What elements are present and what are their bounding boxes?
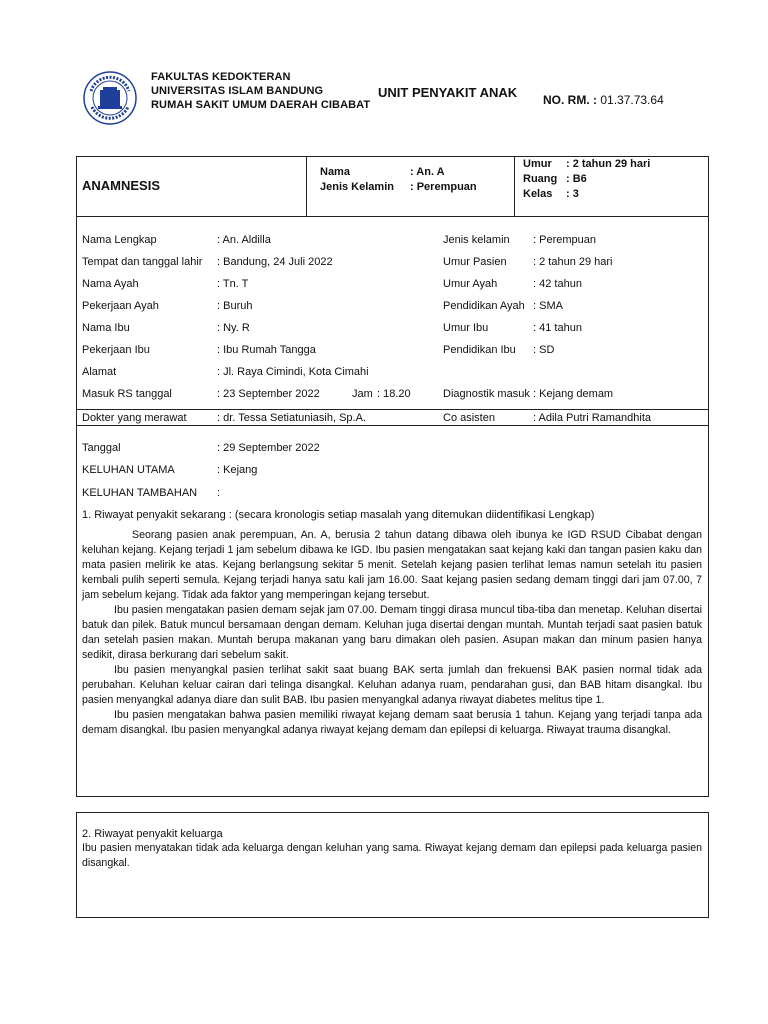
identity-value: : SMA: [533, 300, 563, 312]
identity-label: Pendidikan Ibu: [443, 344, 516, 356]
identity-label: Nama Ayah: [82, 278, 139, 290]
doctor-value: : dr. Tessa Setiatuniasih, Sp.A.: [217, 412, 366, 424]
jenis-kelamin-label: Jenis Kelamin: [320, 181, 394, 193]
divider: [76, 409, 709, 410]
institution-line: FAKULTAS KEDOKTERAN: [151, 71, 291, 83]
rps-paragraph: Ibu pasien mengatakan pasien demam sejak jam 07.00. Demam tinggi dirasa muncul tiba-tiba dan menetap. Keluhan disertai batuk dan pilek. Batuk muncul bersamaan dengan demam. Keluhan juga disertai dengan muntah. Muntah terjadi saat pasien batuk dan setelah pasien makan. Muntah berupa makanan yang baru dimakan oleh pasien. Asupan makan dan minum pasien hanya sedikit, dirasa berkurang dari sebelum sakit.: [82, 604, 702, 661]
identity-value: : 41 tahun: [533, 322, 582, 334]
jenis-kelamin-value: : Perempuan: [410, 181, 477, 193]
jam-label: Jam: [352, 388, 373, 400]
ruang-value: : B6: [566, 173, 587, 185]
identity-label: Umur Ayah: [443, 278, 498, 290]
umur-label: Umur: [523, 158, 552, 170]
identity-value: : Tn. T: [217, 278, 249, 290]
ruang-label: Ruang: [523, 173, 558, 185]
umur-value: : 2 tahun 29 hari: [566, 158, 651, 170]
identity-value: : 23 September 2022: [217, 388, 320, 400]
rm-value: 01.37.73.64: [600, 93, 664, 107]
keluhan-utama-label: KELUHAN UTAMA: [82, 464, 175, 476]
nama-value: : An. A: [410, 166, 445, 178]
identity-label: Alamat: [82, 366, 117, 378]
identity-label: Masuk RS tanggal: [82, 388, 172, 400]
identity-label: Pekerjaan Ayah: [82, 300, 159, 312]
identity-label: Umur Ibu: [443, 322, 489, 334]
identity-label: Nama Lengkap: [82, 234, 157, 246]
jam-value: : 18.20: [377, 388, 411, 400]
rps-heading: 1. Riwayat penyakit sekarang : (secara kronologis setiap masalah yang ditemukan diidentifikasi Lengkap): [82, 509, 595, 521]
identity-value: : Ny. R: [217, 322, 250, 334]
identity-value: : SD: [533, 344, 555, 356]
rps-paragraph: Ibu pasien menyangkal pasien terlihat sakit saat buang BAK serta jumlah dan frekuensi BAK pasien normal tidak ada perubahan. Keluhan keluar cairan dari telinga disangkal. Keluhan adanya ruam, pendarahan gusi, dan BAB hitam disangkal. Ibu pasien menyangkal adanya diare dan sulit BAB. Ibu pasien menyangkal adanya riwayat diabetes melitus tipe 1.: [82, 664, 702, 706]
identity-label: Umur Pasien: [443, 256, 507, 268]
doctor-label: Dokter yang merawat: [82, 412, 187, 424]
institution-line: RUMAH SAKIT UMUM DAERAH CIBABAT: [151, 99, 371, 111]
identity-label: Jenis kelamin: [443, 234, 510, 246]
keluhan-tambahan-label: KELUHAN TAMBAHAN: [82, 487, 198, 499]
kelas-value: : 3: [566, 188, 579, 200]
divider: [76, 425, 709, 426]
divider: [514, 156, 515, 217]
identity-value: : Bandung, 24 Juli 2022: [217, 256, 333, 268]
coas-value: : Adila Putri Ramandhita: [533, 412, 652, 424]
identity-label: Pendidikan Ayah: [443, 300, 525, 312]
record-number: [543, 93, 664, 107]
nama-label: Nama: [320, 166, 350, 178]
institution-line: UNIVERSITAS ISLAM BANDUNG: [151, 85, 324, 97]
keluhan-tambahan-value: :: [217, 487, 221, 499]
identity-value: : Jl. Raya Cimindi, Kota Cimahi: [217, 366, 369, 378]
rps-paragraph: Ibu pasien mengatakan bahwa pasien memiliki riwayat kejang demam saat berusia 1 tahun. Kejang yang terjadi tanpa ada demam disangkal. Ibu pasien menyangkal adanya riwayat kejang demam dan epilepsi di keluarga. Riwayat trauma disangkal.: [82, 709, 702, 736]
kelas-label: Kelas: [523, 188, 553, 200]
identity-value: : 42 tahun: [533, 278, 582, 290]
unit-title: UNIT PENYAKIT ANAK: [378, 85, 518, 100]
identity-value: : An. Aldilla: [217, 234, 271, 246]
identity-value: : Ibu Rumah Tangga: [217, 344, 316, 356]
identity-value: : Buruh: [217, 300, 253, 312]
tanggal-label: Tanggal: [82, 442, 121, 454]
divider: [306, 156, 307, 217]
identity-value: : Kejang demam: [533, 388, 614, 400]
rpk-text: Ibu pasien menyatakan tidak ada keluarga dengan keluhan yang sama. Riwayat kejang demam dan epilepsi pada keluarga pasien disangkal.: [82, 842, 702, 869]
identity-label: Tempat dan tanggal lahir: [82, 256, 203, 268]
coas-label: Co asisten: [443, 412, 495, 424]
rpk-heading: 2. Riwayat penyakit keluarga: [82, 828, 223, 840]
identity-value: : Perempuan: [533, 234, 596, 246]
divider: [76, 216, 709, 217]
anamnesis-title: ANAMNESIS: [82, 178, 161, 193]
university-logo: [83, 71, 137, 125]
rps-paragraph: Seorang pasien anak perempuan, An. A, berusia 2 tahun datang dibawa oleh ibunya ke IGD RSUD Cibabat dengan keluhan kejang. Kejang terjadi 1 jam sebelum dibawa ke IGD. Ibu pasien mengatakan saat kejang kaki dan tangan pasien kaku dan mata pasien melirik ke atas. Kejang berlangsung sekitar 5 menit. Setelah kejang pasien terlihat lemas namun setelah itu pasien kembali pulih seperti semula. Kejang terjadi hanya satu kali jam 16.00. Saat kejang pasien sedang demam tinggi dari jam 07.00, 7 jam sebelum kejang. Tidak ada faktor yang memperingan kejang tersebut.: [82, 529, 702, 601]
rm-label: NO. RM. :: [543, 93, 597, 107]
institution-block: [151, 70, 370, 112]
keluhan-utama-value: : Kejang: [217, 464, 258, 476]
tanggal-value: : 29 September 2022: [217, 442, 320, 454]
identity-label: Pekerjaan Ibu: [82, 344, 150, 356]
identity-label: Nama Ibu: [82, 322, 130, 334]
rps-narrative: [82, 528, 702, 738]
identity-label: Diagnostik masuk: [443, 388, 530, 400]
identity-value: : 2 tahun 29 hari: [533, 256, 613, 268]
